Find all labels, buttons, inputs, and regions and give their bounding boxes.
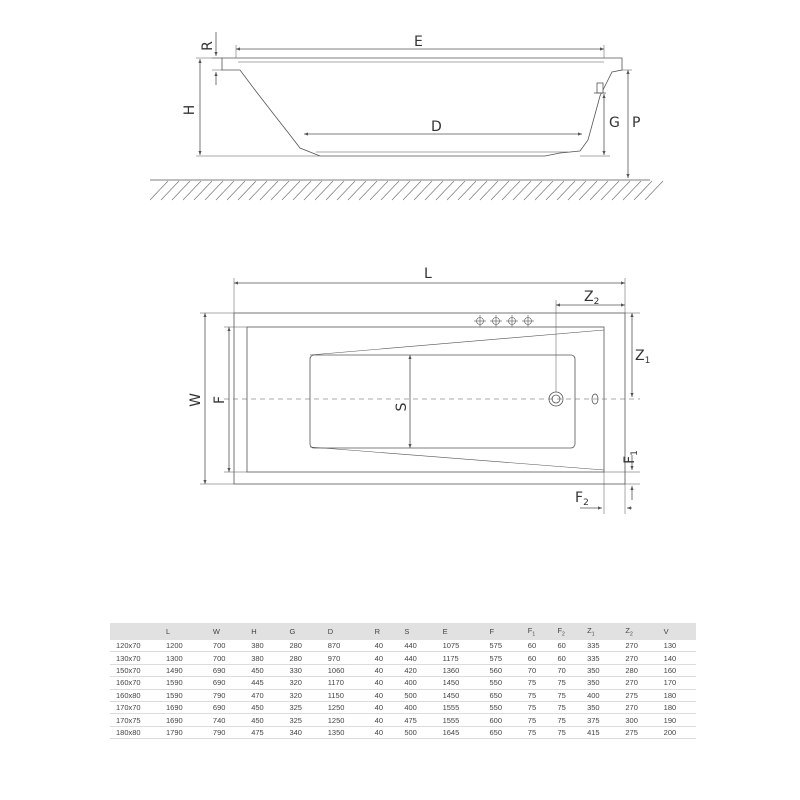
- table-cell: 270: [619, 701, 657, 713]
- table-cell: 600: [484, 714, 522, 726]
- table-cell: 60: [522, 640, 552, 652]
- table-cell: 130: [658, 640, 696, 652]
- tub-outer-rim: [234, 313, 625, 484]
- table-cell: 335: [581, 640, 619, 652]
- table-cell: 60: [522, 652, 552, 664]
- table-cell: 75: [522, 677, 552, 689]
- table-cell: 75: [522, 701, 552, 713]
- dim-label-S: S: [394, 402, 410, 412]
- floor-hatching: [150, 181, 663, 200]
- table-cell: 130x70: [110, 652, 160, 664]
- table-header-cell: $F_2$: [551, 623, 581, 640]
- table-cell: 40: [369, 689, 399, 701]
- table-cell: 690: [207, 701, 245, 713]
- dim-label-D: D: [431, 119, 442, 135]
- table-cell: 380: [245, 652, 283, 664]
- dim-label-Z2: $Z_2$: [584, 289, 600, 307]
- table-cell: 500: [398, 689, 436, 701]
- table-cell: 740: [207, 714, 245, 726]
- table-cell: 1645: [437, 726, 484, 738]
- table-cell: 1590: [160, 677, 207, 689]
- table-cell: 560: [484, 664, 522, 676]
- table-cell: 1060: [322, 664, 369, 676]
- dim-label-P: P: [632, 115, 641, 131]
- table-cell: 280: [619, 664, 657, 676]
- table-cell: 325: [283, 701, 321, 713]
- table-cell: 40: [369, 714, 399, 726]
- dim-label-L: L: [424, 266, 432, 282]
- table-cell: 790: [207, 689, 245, 701]
- table-cell: 700: [207, 652, 245, 664]
- table-cell: 1450: [437, 677, 484, 689]
- table-cell: 75: [551, 701, 581, 713]
- dim-label-W: W: [188, 393, 204, 407]
- table-cell: 320: [283, 677, 321, 689]
- table-cell: 1350: [322, 726, 369, 738]
- table-cell: 1300: [160, 652, 207, 664]
- dim-label-F: F: [212, 395, 228, 405]
- table-cell: 75: [522, 726, 552, 738]
- table-cell: 75: [551, 726, 581, 738]
- table-cell: 150x70: [110, 664, 160, 676]
- table-header-cell: R: [369, 623, 399, 640]
- table-header-cell: $F_1$: [522, 623, 552, 640]
- table-cell: 170x75: [110, 714, 160, 726]
- table-cell: 320: [283, 689, 321, 701]
- table-header-cell: S: [398, 623, 436, 640]
- table-cell: 60: [551, 640, 581, 652]
- dim-label-G: G: [609, 115, 620, 131]
- table-cell: 420: [398, 664, 436, 676]
- top-view: [200, 278, 640, 514]
- table-cell: 160x80: [110, 689, 160, 701]
- table-row: [110, 714, 696, 726]
- table-cell: 270: [619, 640, 657, 652]
- table-cell: 120x70: [110, 640, 160, 652]
- table-cell: 75: [522, 714, 552, 726]
- table-cell: 1175: [437, 652, 484, 664]
- table-cell: 170x70: [110, 701, 160, 713]
- table-cell: 75: [522, 689, 552, 701]
- table-cell: 350: [581, 677, 619, 689]
- table-row: [110, 677, 696, 689]
- dim-label-R: R: [200, 41, 216, 51]
- table-cell: 40: [369, 640, 399, 652]
- table-cell: 280: [283, 640, 321, 652]
- table-cell: 1075: [437, 640, 484, 652]
- table-cell: 170: [658, 677, 696, 689]
- table-row: [110, 664, 696, 676]
- dim-label-F1: $F_1$: [622, 450, 640, 464]
- table-header-cell: D: [322, 623, 369, 640]
- table-cell: 1450: [437, 689, 484, 701]
- table-cell: 415: [581, 726, 619, 738]
- table-cell: 160: [658, 664, 696, 676]
- dim-label-F2: $F_2$: [575, 490, 589, 508]
- table-cell: 475: [398, 714, 436, 726]
- table-cell: 400: [581, 689, 619, 701]
- table-cell: 350: [581, 664, 619, 676]
- table-header-cell: E: [437, 623, 484, 640]
- table-cell: 550: [484, 701, 522, 713]
- table-cell: 325: [283, 714, 321, 726]
- table-cell: 690: [207, 677, 245, 689]
- table-cell: 180x80: [110, 726, 160, 738]
- table-row: [110, 701, 696, 713]
- table-row: [110, 689, 696, 701]
- table-cell: 450: [245, 701, 283, 713]
- table-cell: 550: [484, 677, 522, 689]
- table-cell: 280: [283, 652, 321, 664]
- table-cell: 470: [245, 689, 283, 701]
- table-cell: 270: [619, 677, 657, 689]
- table-row: [110, 640, 696, 652]
- table-header-cell: $Z_1$: [581, 623, 619, 640]
- table-cell: 270: [619, 652, 657, 664]
- table-header-cell: H: [245, 623, 283, 640]
- table-row: [110, 726, 696, 738]
- table-cell: 350: [581, 701, 619, 713]
- table-cell: 445: [245, 677, 283, 689]
- table-cell: 70: [551, 664, 581, 676]
- table-cell: 180: [658, 689, 696, 701]
- table-cell: 40: [369, 652, 399, 664]
- table-cell: 1360: [437, 664, 484, 676]
- table-cell: 60: [551, 652, 581, 664]
- table-cell: 1590: [160, 689, 207, 701]
- dim-label-E: E: [414, 34, 423, 50]
- table-header-cell: V: [658, 623, 696, 640]
- table-cell: 700: [207, 640, 245, 652]
- table-cell: 1250: [322, 714, 369, 726]
- table-header-cell: [110, 623, 160, 640]
- table-header-cell: G: [283, 623, 321, 640]
- table-cell: 650: [484, 689, 522, 701]
- table-cell: 40: [369, 701, 399, 713]
- table-cell: 340: [283, 726, 321, 738]
- table-cell: 1490: [160, 664, 207, 676]
- dim-label-H: H: [182, 104, 198, 116]
- table-cell: 870: [322, 640, 369, 652]
- table-cell: 790: [207, 726, 245, 738]
- table-cell: 450: [245, 664, 283, 676]
- table-header-cell: F: [484, 623, 522, 640]
- table-cell: 275: [619, 689, 657, 701]
- table-cell: 970: [322, 652, 369, 664]
- table-cell: 440: [398, 640, 436, 652]
- table-cell: 75: [551, 677, 581, 689]
- table-cell: 375: [581, 714, 619, 726]
- table-cell: 330: [283, 664, 321, 676]
- table-cell: 575: [484, 652, 522, 664]
- dim-label-Z1: $Z_1$: [635, 348, 651, 366]
- table-cell: 500: [398, 726, 436, 738]
- tub-side-profile: [222, 58, 622, 156]
- table-header-cell: $Z_2$: [619, 623, 657, 640]
- table-cell: 1250: [322, 701, 369, 713]
- table-cell: 1150: [322, 689, 369, 701]
- table-cell: 200: [658, 726, 696, 738]
- table-header-row: [110, 623, 696, 640]
- table-cell: 1690: [160, 714, 207, 726]
- table-cell: 1170: [322, 677, 369, 689]
- table-cell: 75: [551, 714, 581, 726]
- table-cell: 40: [369, 726, 399, 738]
- table-cell: 1555: [437, 701, 484, 713]
- table-cell: 400: [398, 701, 436, 713]
- table-cell: 380: [245, 640, 283, 652]
- table-cell: 160x70: [110, 677, 160, 689]
- table-cell: 70: [522, 664, 552, 676]
- table-row: [110, 652, 696, 664]
- table-cell: 475: [245, 726, 283, 738]
- table-header-cell: W: [207, 623, 245, 640]
- table-cell: 650: [484, 726, 522, 738]
- table-cell: 575: [484, 640, 522, 652]
- table-cell: 275: [619, 726, 657, 738]
- table-cell: 300: [619, 714, 657, 726]
- dimension-table: [110, 623, 696, 739]
- table-cell: 400: [398, 677, 436, 689]
- side-view: [150, 32, 663, 200]
- table-cell: 1790: [160, 726, 207, 738]
- table-cell: 190: [658, 714, 696, 726]
- table-cell: 40: [369, 677, 399, 689]
- table-cell: 140: [658, 652, 696, 664]
- table-cell: 40: [369, 664, 399, 676]
- table-cell: 690: [207, 664, 245, 676]
- overflow-fitting: [597, 83, 603, 93]
- table-cell: 1690: [160, 701, 207, 713]
- table-cell: 180: [658, 701, 696, 713]
- table-header-cell: L: [160, 623, 207, 640]
- table-cell: 335: [581, 652, 619, 664]
- table-cell: 75: [551, 689, 581, 701]
- table-cell: 1200: [160, 640, 207, 652]
- table-cell: 450: [245, 714, 283, 726]
- table-cell: 440: [398, 652, 436, 664]
- table-cell: 1555: [437, 714, 484, 726]
